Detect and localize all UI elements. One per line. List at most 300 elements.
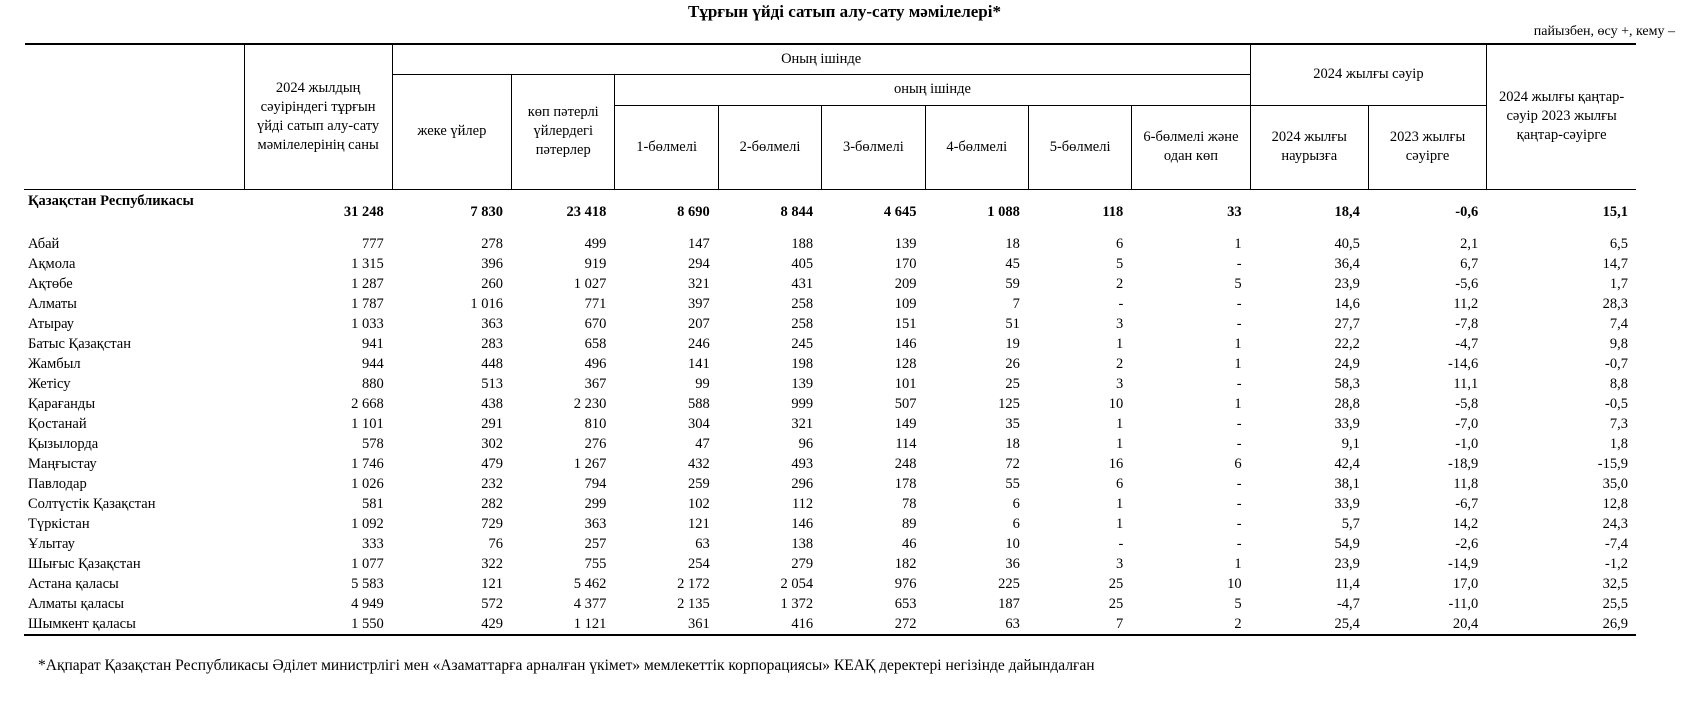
cell-r1: 207: [688, 315, 710, 332]
cell-r5: 25: [1108, 595, 1124, 612]
cell-private: 438: [481, 395, 504, 412]
cell-r6: 1: [1234, 335, 1242, 352]
header-region: [25, 44, 245, 189]
cell-r6: 1: [1234, 395, 1242, 412]
page-title: Тұрғын үйді сатып алу-сату мәмілелері*: [688, 2, 1001, 21]
header-of-which-sub: оның ішінде: [615, 74, 1250, 105]
cell-r1: 99: [695, 375, 710, 392]
cell-r3: 78: [902, 495, 917, 512]
table-row: [25, 234, 1637, 254]
cell-r5: 1: [1116, 415, 1124, 432]
cell-private: 291: [481, 415, 504, 432]
cell-private: 232: [481, 475, 504, 492]
table-row: [25, 294, 1637, 314]
cell-apartments: 771: [584, 295, 607, 312]
cell-private: 302: [481, 435, 504, 452]
cell-r6: -: [1236, 415, 1242, 432]
cell-vs-apr23: -14,9: [1448, 555, 1479, 572]
cell-r4: 1 088: [987, 203, 1020, 220]
header-private: жеке үйлер: [392, 74, 511, 189]
cell-vs-apr23: 14,2: [1452, 515, 1479, 532]
cell-r4: 125: [998, 395, 1020, 412]
cell-apartments: 2 230: [573, 395, 607, 412]
cell-jan-apr: -1,2: [1605, 555, 1628, 572]
cell-vs-march: 54,9: [1334, 535, 1360, 552]
cell-r4: 45: [1005, 255, 1020, 272]
cell-r3: 272: [822, 614, 925, 635]
cell-apartments: 4 377: [573, 595, 607, 612]
cell-r5: -: [1118, 535, 1124, 552]
cell-r4: 187: [998, 595, 1020, 612]
cell-total: 777: [361, 235, 384, 252]
cell-r2: 146: [791, 515, 814, 532]
cell-private: 282: [481, 495, 504, 512]
header-r5: 5-бөлмелі: [1028, 105, 1131, 189]
cell-r5: 3: [1116, 555, 1124, 572]
cell-apartments: 276: [584, 435, 607, 452]
cell-r6: -: [1236, 515, 1242, 532]
cell-jan-apr: 28,3: [1602, 295, 1628, 312]
cell-private: 448: [481, 355, 504, 372]
cell-r6: -: [1236, 535, 1242, 552]
cell-r2: 416: [718, 614, 821, 635]
cell-private: 260: [481, 275, 504, 292]
cell-r3: 146: [894, 335, 917, 352]
cell-r6: 1: [1234, 555, 1242, 572]
cell-jan-apr: 35,0: [1602, 475, 1628, 492]
cell-r4: 225: [998, 575, 1020, 592]
cell-r5: 3: [1116, 315, 1124, 332]
cell-jan-apr: 7,4: [1609, 315, 1628, 332]
cell-private: 729: [481, 515, 504, 532]
cell-private: 121: [481, 575, 504, 592]
cell-r4: 59: [1005, 275, 1020, 292]
cell-r6: -: [1236, 435, 1242, 452]
cell-jan-apr: -7,4: [1605, 535, 1628, 552]
cell-r4: 26: [1005, 355, 1020, 372]
table-row: [25, 574, 1637, 594]
cell-r5: 6: [1116, 235, 1124, 252]
cell-jan-apr: 9,8: [1609, 335, 1628, 352]
cell-r4: 63: [925, 614, 1028, 635]
cell-jan-apr: 6,5: [1609, 235, 1628, 252]
cell-r4: 18: [1005, 435, 1020, 452]
region-name: Жетісу: [28, 375, 71, 392]
table-row: [25, 434, 1637, 454]
cell-r4: 51: [1005, 315, 1020, 332]
cell-r2: 258: [791, 315, 814, 332]
cell-total: 1 746: [351, 455, 384, 472]
cell-vs-march: 11,4: [1335, 575, 1360, 592]
region-name: Шымкент қаласы: [25, 614, 245, 635]
cell-r3: 248: [894, 455, 917, 472]
cell-total: 581: [361, 495, 384, 512]
cell-vs-apr23: 11,8: [1453, 475, 1479, 492]
cell-vs-march: 22,2: [1334, 335, 1360, 352]
cell-vs-apr23: -5,8: [1455, 395, 1479, 412]
region-name: Ақмола: [28, 255, 76, 272]
region-name: Ұлытау: [28, 535, 75, 552]
cell-total: 5 583: [351, 575, 384, 592]
cell-jan-apr: 7,3: [1609, 415, 1628, 432]
cell-r3: 128: [894, 355, 917, 372]
cell-private: 7 830: [470, 203, 504, 220]
cell-total: 1 033: [351, 315, 384, 332]
region-name: Қазақстан Республикасы: [28, 192, 194, 209]
cell-vs-apr23: -4,7: [1455, 335, 1479, 352]
cell-private: 278: [481, 235, 504, 252]
transactions-table: [24, 43, 1636, 636]
region-name: Солтүстік Қазақстан: [28, 495, 156, 512]
cell-r6: -: [1236, 495, 1242, 512]
region-name: Алматы: [28, 295, 77, 312]
cell-r3: 109: [894, 295, 917, 312]
cell-r1: 246: [688, 335, 710, 352]
cell-r6: -: [1236, 475, 1242, 492]
header-vs-april-2023: 2023 жылғы сәуірге: [1368, 105, 1486, 189]
cell-apartments: 363: [584, 515, 607, 532]
cell-r5: 7: [1028, 614, 1131, 635]
cell-r4: 35: [1005, 415, 1020, 432]
cell-r6: 10: [1227, 575, 1242, 592]
cell-apartments: 1 027: [573, 275, 607, 292]
cell-r2: 1 372: [780, 595, 814, 612]
cell-r6: 1: [1234, 355, 1242, 372]
cell-jan-apr: 25,5: [1602, 595, 1628, 612]
cell-r1: 397: [688, 295, 710, 312]
cell-r1: 588: [688, 395, 710, 412]
region-name: Алматы қаласы: [28, 595, 125, 612]
region-name: Павлодар: [28, 475, 87, 492]
header-r2: 2-бөлмелі: [718, 105, 821, 189]
cell-private: 1 016: [470, 295, 504, 312]
cell-r1: 304: [688, 415, 710, 432]
cell-r4: 6: [1012, 495, 1020, 512]
cell-r5: 5: [1116, 255, 1124, 272]
cell-jan-apr: 1,7: [1609, 275, 1628, 292]
header-r3: 3-бөлмелі: [822, 105, 925, 189]
cell-jan-apr: 15,1: [1602, 203, 1628, 220]
cell-vs-march: 33,9: [1334, 495, 1360, 512]
cell-apartments: 496: [584, 355, 607, 372]
header-april-2024: 2024 жылғы сәуір: [1250, 44, 1487, 105]
cell-r3: 151: [894, 315, 917, 332]
cell-r3: 89: [902, 515, 917, 532]
cell-total: 1 787: [351, 295, 384, 312]
cell-private: 322: [481, 555, 504, 572]
cell-vs-apr23: -2,6: [1455, 535, 1479, 552]
cell-vs-apr23: 17,0: [1452, 575, 1479, 592]
cell-jan-apr: 12,8: [1602, 495, 1628, 512]
cell-total: 944: [361, 355, 384, 372]
cell-vs-apr23: 11,2: [1453, 295, 1479, 312]
cell-private: 363: [481, 315, 504, 332]
cell-r2: 279: [791, 555, 814, 572]
cell-total: 1 550: [244, 614, 392, 635]
cell-vs-march: 24,9: [1334, 355, 1360, 372]
cell-r2: 139: [791, 375, 814, 392]
cell-vs-march: 9,1: [1341, 435, 1360, 452]
cell-vs-march: 23,9: [1334, 275, 1360, 292]
cell-r1: 121: [688, 515, 710, 532]
cell-r2: 321: [791, 415, 814, 432]
cell-private: 283: [481, 335, 504, 352]
table-row: [25, 254, 1637, 274]
cell-vs-apr23: 6,7: [1460, 255, 1479, 272]
cell-vs-apr23: -11,0: [1448, 595, 1479, 612]
cell-jan-apr: 26,9: [1487, 614, 1636, 635]
cell-r4: 36: [1005, 555, 1020, 572]
table-row: [25, 454, 1637, 474]
cell-r1: 147: [688, 235, 710, 252]
table-row: [25, 494, 1637, 514]
cell-r6: 5: [1234, 595, 1242, 612]
cell-apartments: 257: [584, 535, 607, 552]
cell-total: 1 026: [351, 475, 384, 492]
header-r4: 4-бөлмелі: [925, 105, 1028, 189]
cell-r6: 2: [1132, 614, 1250, 635]
cell-r3: 182: [894, 555, 917, 572]
cell-jan-apr: -15,9: [1597, 455, 1628, 472]
cell-vs-apr23: 11,1: [1453, 375, 1479, 392]
cell-r1: 2 135: [677, 595, 710, 612]
header-apartments: көп пәтерлі үйлердегі пәтерлер: [512, 74, 615, 189]
cell-r3: 46: [902, 535, 917, 552]
cell-r2: 258: [791, 295, 814, 312]
cell-r1: 361: [615, 614, 718, 635]
table-row: [25, 414, 1637, 434]
cell-total: 1 077: [351, 555, 384, 572]
cell-r5: 3: [1116, 375, 1124, 392]
cell-vs-march: 23,9: [1334, 555, 1360, 572]
cell-total: 578: [361, 435, 384, 452]
region-name: Түркістан: [28, 515, 90, 532]
cell-r6: -: [1236, 295, 1242, 312]
footnote: *Ақпарат Қазақстан Республикасы Әділет министрлігі мен «Азаматтарға арналған үкімет» мемлекеттік корпорациясы» КЕАҚ деректері негізінде дайындалған: [38, 657, 1095, 674]
cell-apartments: 367: [584, 375, 607, 392]
cell-r4: 19: [1005, 335, 1020, 352]
cell-r4: 6: [1012, 515, 1020, 532]
cell-r3: 653: [894, 595, 917, 612]
cell-r2: 245: [791, 335, 814, 352]
cell-private: 572: [481, 595, 504, 612]
cell-r1: 432: [688, 455, 710, 472]
header-jan-apr: 2024 жылғы қаңтар-сәуір 2023 жылғы қаңтар-сәуірге: [1487, 44, 1636, 189]
cell-jan-apr: -0,5: [1605, 395, 1628, 412]
cell-vs-apr23: -1,0: [1455, 435, 1479, 452]
cell-r6: -: [1236, 255, 1242, 272]
cell-vs-march: 58,3: [1334, 375, 1360, 392]
table-row: [25, 334, 1637, 354]
cell-r4: 10: [1005, 535, 1020, 552]
cell-r2: 8 844: [780, 203, 814, 220]
cell-vs-apr23: -0,6: [1455, 203, 1479, 220]
cell-r2: 138: [791, 535, 814, 552]
region-name: Астана қаласы: [28, 575, 119, 592]
cell-jan-apr: 24,3: [1602, 515, 1628, 532]
cell-total: 1 287: [351, 275, 384, 292]
cell-vs-march: 18,4: [1334, 203, 1360, 220]
cell-r1: 141: [688, 355, 710, 372]
table-row: [25, 374, 1637, 394]
cell-r2: 296: [791, 475, 814, 492]
cell-vs-march: 38,1: [1334, 475, 1360, 492]
region-name: Маңғыстау: [28, 455, 97, 472]
cell-private: 429: [392, 614, 511, 635]
cell-r1: 321: [688, 275, 710, 292]
cell-r1: 47: [695, 435, 710, 452]
region-name: Қостанай: [28, 415, 87, 432]
cell-apartments: 23 418: [566, 203, 607, 220]
cell-apartments: 299: [584, 495, 607, 512]
cell-apartments: 670: [584, 315, 607, 332]
cell-r5: 1: [1116, 435, 1124, 452]
cell-r5: 1: [1116, 335, 1124, 352]
header-count: 2024 жылдың сәуіріндегі тұрғын үйді сатып алу-сату мәмілелерінің саны: [244, 44, 392, 189]
header-vs-march: 2024 жылғы наурызға: [1250, 105, 1368, 189]
cell-r6: 5: [1234, 275, 1242, 292]
cell-r2: 999: [791, 395, 814, 412]
cell-r2: 198: [791, 355, 814, 372]
cell-apartments: 1 267: [573, 455, 607, 472]
cell-r4: 55: [1005, 475, 1020, 492]
cell-apartments: 658: [584, 335, 607, 352]
region-name: Қарағанды: [28, 395, 96, 412]
cell-r5: 118: [1102, 203, 1124, 220]
cell-vs-march: 28,8: [1334, 395, 1360, 412]
cell-total: 1 092: [351, 515, 384, 532]
cell-vs-apr23: -6,7: [1455, 495, 1479, 512]
cell-r4: 7: [1012, 295, 1020, 312]
cell-r5: 1: [1116, 495, 1124, 512]
cell-private: 479: [481, 455, 504, 472]
cell-r2: 2 054: [780, 575, 814, 592]
cell-r1: 102: [688, 495, 710, 512]
table-row: [25, 514, 1637, 534]
region-name: Қызылорда: [28, 435, 99, 452]
cell-vs-march: -4,7: [1336, 595, 1360, 612]
table-row: [25, 189, 1637, 234]
cell-private: 513: [481, 375, 504, 392]
cell-total: 1 315: [351, 255, 384, 272]
cell-jan-apr: 8,8: [1609, 375, 1628, 392]
cell-apartments: 810: [584, 415, 607, 432]
header-of-which: Оның ішінде: [392, 44, 1250, 74]
region-name: Ақтөбе: [28, 275, 73, 292]
region-name: Жамбыл: [28, 355, 81, 372]
cell-r2: 188: [791, 235, 814, 252]
cell-vs-apr23: -7,0: [1455, 415, 1479, 432]
cell-r2: 112: [791, 495, 814, 512]
table-row: [25, 554, 1637, 574]
cell-r2: 431: [791, 275, 814, 292]
cell-r1: 63: [695, 535, 710, 552]
cell-apartments: 499: [584, 235, 607, 252]
cell-total: 4 949: [351, 595, 384, 612]
cell-r3: 101: [894, 375, 917, 392]
header-r6: 6-бөлмелі және одан көп: [1132, 105, 1250, 189]
cell-r4: 72: [1005, 455, 1020, 472]
region-name: Шығыс Қазақстан: [28, 555, 141, 572]
cell-r5: 16: [1108, 455, 1124, 472]
cell-vs-apr23: 2,1: [1460, 235, 1479, 252]
cell-r2: 493: [791, 455, 814, 472]
cell-vs-march: 5,7: [1341, 515, 1360, 532]
table-row: [25, 394, 1637, 414]
cell-r5: 10: [1108, 395, 1124, 412]
table-row: [25, 274, 1637, 294]
cell-total: 31 248: [343, 203, 384, 220]
cell-vs-apr23: 20,4: [1368, 614, 1486, 635]
cell-total: 1 101: [351, 415, 384, 432]
cell-private: 396: [481, 255, 504, 272]
cell-vs-apr23: -18,9: [1448, 455, 1479, 472]
cell-vs-march: 36,4: [1334, 255, 1360, 272]
cell-total: 2 668: [351, 395, 384, 412]
cell-private: 76: [488, 535, 504, 552]
cell-jan-apr: 32,5: [1602, 575, 1628, 592]
cell-r5: 1: [1116, 515, 1124, 532]
cell-vs-march: 27,7: [1334, 315, 1360, 332]
cell-r5: 25: [1108, 575, 1124, 592]
table-body: [25, 189, 1637, 635]
cell-r3: 178: [894, 475, 917, 492]
cell-r2: 405: [791, 255, 814, 272]
cell-r5: 6: [1116, 475, 1124, 492]
region-name: Атырау: [28, 315, 75, 332]
cell-jan-apr: 14,7: [1602, 255, 1628, 272]
cell-vs-march: 25,4: [1250, 614, 1368, 635]
region-name: Батыс Қазақстан: [28, 335, 131, 352]
cell-total: 941: [361, 335, 384, 352]
cell-r4: 18: [1005, 235, 1020, 252]
cell-apartments: 919: [584, 255, 607, 272]
unit-note: пайызбен, өсу +, кему –: [1533, 24, 1675, 39]
cell-r3: 170: [894, 255, 917, 272]
cell-r6: -: [1236, 375, 1242, 392]
cell-apartments: 794: [584, 475, 607, 492]
cell-vs-apr23: -7,8: [1455, 315, 1479, 332]
cell-r1: 254: [688, 555, 710, 572]
header-r1: 1-бөлмелі: [615, 105, 718, 189]
cell-vs-apr23: -14,6: [1448, 355, 1479, 372]
cell-r6: 1: [1234, 235, 1242, 252]
cell-r1: 259: [688, 475, 710, 492]
region-name: Абай: [28, 235, 60, 252]
cell-r3: 209: [894, 275, 917, 292]
table-row: [25, 614, 1637, 635]
cell-r2: 96: [798, 435, 814, 452]
cell-apartments: 1 121: [512, 614, 615, 635]
cell-apartments: 755: [584, 555, 607, 572]
table-row: [25, 314, 1637, 334]
cell-r3: 114: [895, 435, 917, 452]
cell-jan-apr: 1,8: [1609, 435, 1628, 452]
cell-r5: 2: [1116, 355, 1124, 372]
cell-r4: 25: [1005, 375, 1020, 392]
cell-r1: 8 690: [677, 203, 710, 220]
cell-r3: 976: [894, 575, 917, 592]
cell-vs-apr23: -5,6: [1455, 275, 1479, 292]
cell-jan-apr: -0,7: [1605, 355, 1628, 372]
cell-apartments: 5 462: [573, 575, 607, 592]
cell-vs-march: 14,6: [1334, 295, 1360, 312]
cell-r5: -: [1118, 295, 1124, 312]
cell-r1: 2 172: [677, 575, 710, 592]
cell-r3: 4 645: [883, 203, 917, 220]
cell-r6: 6: [1234, 455, 1242, 472]
cell-total: 880: [361, 375, 384, 392]
